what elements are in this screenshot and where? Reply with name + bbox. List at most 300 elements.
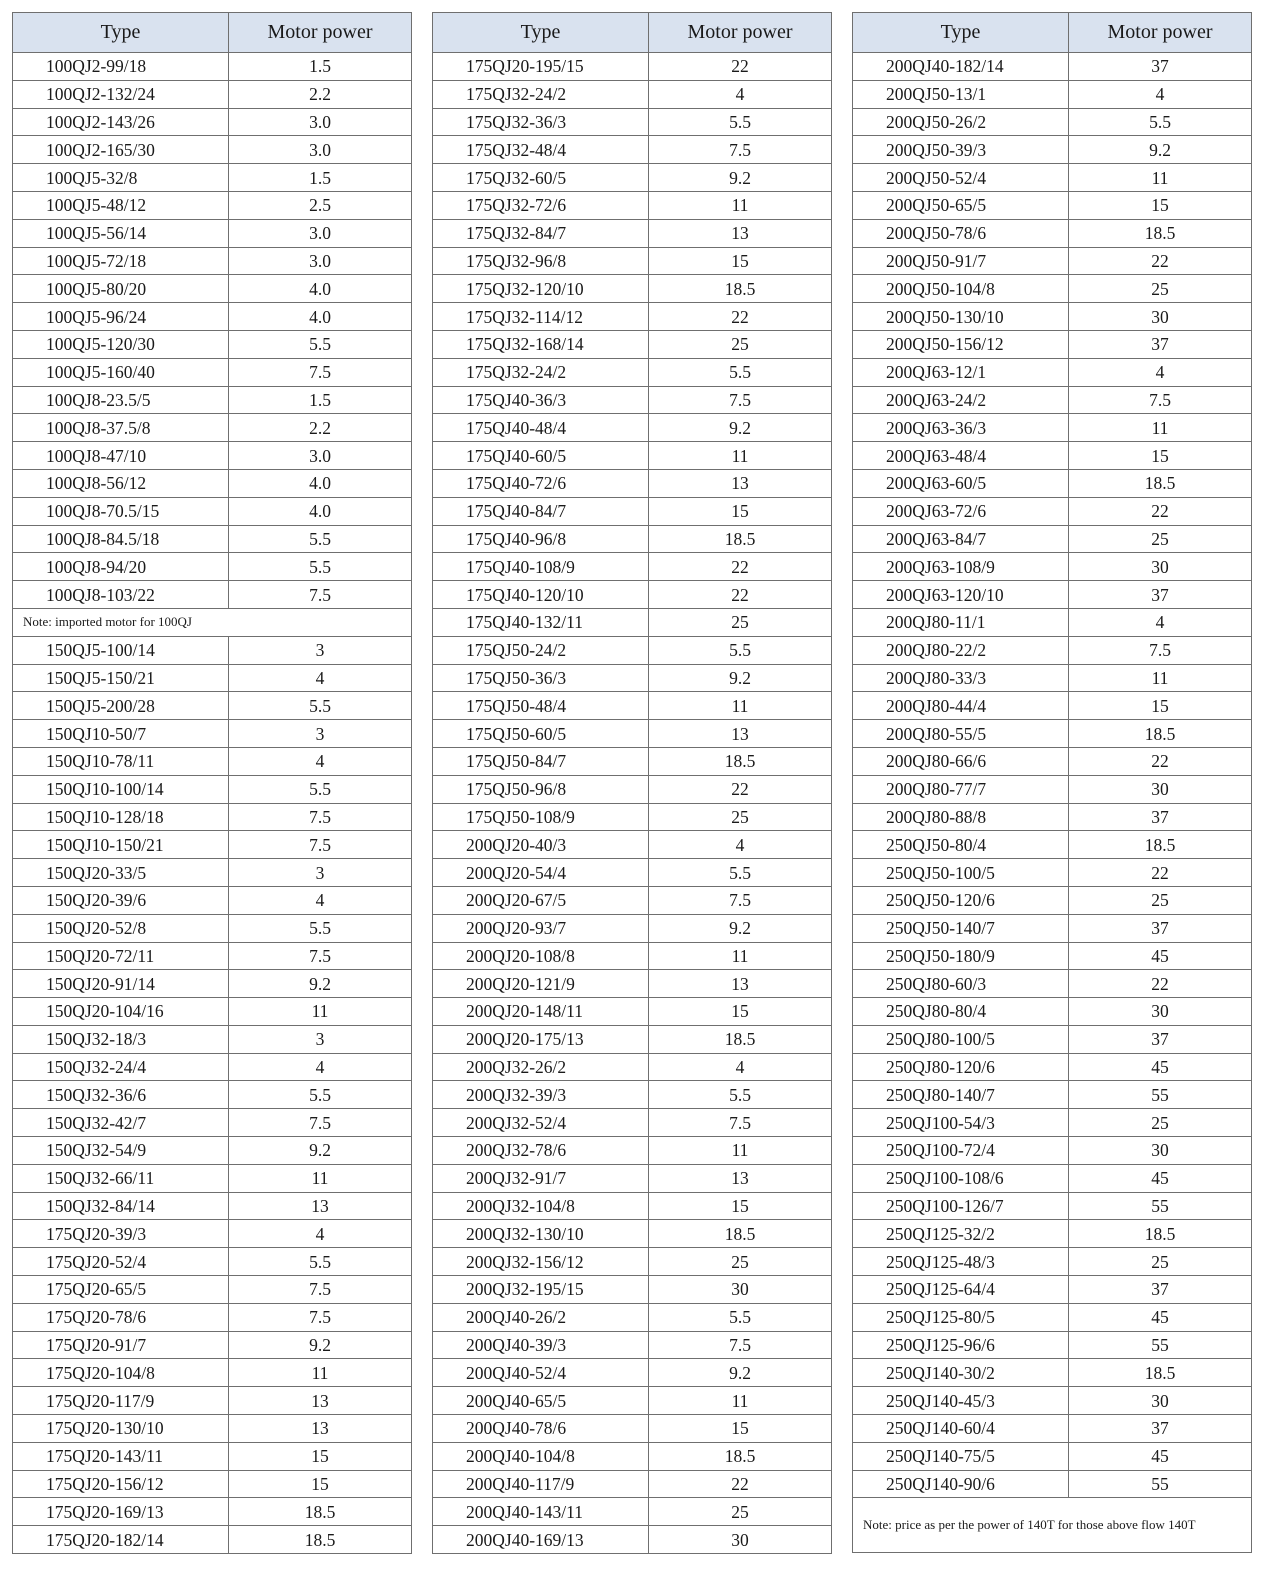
type-column-header: Type: [13, 13, 229, 53]
motor-power-cell: 7.5: [229, 358, 412, 386]
table-row: [433, 164, 832, 192]
pump-type-cell: 200QJ80-88/8: [853, 803, 1069, 831]
motor-power-cell: 4.0: [229, 497, 412, 525]
pump-type-cell: 175QJ50-24/2: [433, 636, 649, 664]
motor-power-cell: 3: [229, 720, 412, 748]
pump-type-cell: 100QJ5-120/30: [13, 330, 229, 358]
motor-power-cell: 18.5: [1069, 219, 1252, 247]
pump-type-cell: 200QJ40-117/9: [433, 1470, 649, 1498]
pump-type-cell: 175QJ32-96/8: [433, 247, 649, 275]
motor-power-cell: 25: [649, 1498, 832, 1526]
pump-type-cell: 100QJ5-56/14: [13, 219, 229, 247]
motor-power-cell: 22: [1069, 247, 1252, 275]
motor-power-cell: 11: [649, 942, 832, 970]
pump-type-cell: 175QJ20-104/8: [13, 1359, 229, 1387]
motor-power-cell: 11: [229, 1359, 412, 1387]
motor-power-cell: 22: [649, 581, 832, 609]
table-row: [433, 886, 832, 914]
pump-type-cell: 100QJ5-80/20: [13, 275, 229, 303]
table-row: [13, 303, 412, 331]
pump-type-cell: 250QJ100-108/6: [853, 1164, 1069, 1192]
table-row: [13, 1248, 412, 1276]
motor-power-cell: 15: [649, 497, 832, 525]
motor-power-cell: 25: [649, 608, 832, 636]
pump-type-cell: 200QJ20-175/13: [433, 1025, 649, 1053]
motor-power-cell: 37: [1069, 803, 1252, 831]
motor-power-cell: 1.5: [229, 386, 412, 414]
motor-power-cell: 9.2: [649, 914, 832, 942]
motor-power-cell: 3.0: [229, 442, 412, 470]
table-row: [433, 358, 832, 386]
pump-type-cell: 250QJ100-126/7: [853, 1192, 1069, 1220]
table-row: [433, 1220, 832, 1248]
pump-type-cell: 175QJ40-48/4: [433, 414, 649, 442]
motor-power-cell: 2.2: [229, 80, 412, 108]
table-row: [853, 247, 1252, 275]
table-row: [13, 1053, 412, 1081]
motor-power-cell: 22: [649, 53, 832, 81]
table-row: [433, 553, 832, 581]
pump-type-cell: 200QJ80-33/3: [853, 664, 1069, 692]
motor-power-cell: 3: [229, 1025, 412, 1053]
motor-power-cell: 4: [229, 747, 412, 775]
table-row: [13, 191, 412, 219]
motor-power-cell: 30: [1069, 998, 1252, 1026]
motor-power-cell: 4: [229, 886, 412, 914]
pump-type-cell: 200QJ40-26/2: [433, 1303, 649, 1331]
motor-power-cell: 18.5: [229, 1526, 412, 1554]
pump-type-cell: 200QJ32-156/12: [433, 1248, 649, 1276]
table-row: [433, 1526, 832, 1554]
motor-power-cell: 22: [1069, 970, 1252, 998]
table-row: [853, 747, 1252, 775]
motor-power-cell: 2.5: [229, 191, 412, 219]
table-row: [853, 1276, 1252, 1304]
motor-power-cell: 15: [229, 1442, 412, 1470]
motor-power-cell: 7.5: [229, 581, 412, 609]
motor-power-cell: 37: [1069, 1025, 1252, 1053]
motor-power-cell: 18.5: [649, 747, 832, 775]
pump-type-cell: 175QJ20-78/6: [13, 1303, 229, 1331]
pump-type-cell: 100QJ5-48/12: [13, 191, 229, 219]
table-row: [853, 1109, 1252, 1137]
table-row: [13, 1137, 412, 1165]
table-row: [433, 247, 832, 275]
motor-power-cell: 4: [649, 1053, 832, 1081]
motor-power-cell: 5.5: [229, 525, 412, 553]
table-row: [13, 247, 412, 275]
table-row: [433, 1387, 832, 1415]
pump-type-cell: 100QJ2-165/30: [13, 136, 229, 164]
table-row: [853, 1137, 1252, 1165]
motor-power-cell: 25: [1069, 1248, 1252, 1276]
motor-power-cell: 22: [649, 553, 832, 581]
motor-power-cell: 7.5: [229, 803, 412, 831]
pump-type-cell: 150QJ10-100/14: [13, 775, 229, 803]
pump-type-cell: 250QJ50-120/6: [853, 886, 1069, 914]
pump-type-cell: 200QJ40-52/4: [433, 1359, 649, 1387]
table-row: [433, 1359, 832, 1387]
motor-power-table-1: [12, 12, 412, 1554]
motor-power-cell: 7.5: [1069, 636, 1252, 664]
motor-power-cell: 22: [649, 775, 832, 803]
pump-type-cell: 200QJ40-78/6: [433, 1415, 649, 1443]
table-row: [853, 525, 1252, 553]
pump-type-cell: 100QJ5-72/18: [13, 247, 229, 275]
pump-type-cell: 250QJ125-64/4: [853, 1276, 1069, 1304]
table-row: [13, 1331, 412, 1359]
table-row: [433, 1137, 832, 1165]
motor-power-cell: 25: [1069, 525, 1252, 553]
table-row: [853, 1470, 1252, 1498]
motor-power-cell: 5.5: [229, 775, 412, 803]
table-row: [13, 497, 412, 525]
pump-type-cell: 250QJ140-30/2: [853, 1359, 1069, 1387]
pump-type-cell: 175QJ50-48/4: [433, 692, 649, 720]
motor-power-cell: 7.5: [649, 1109, 832, 1137]
motor-power-cell: 5.5: [229, 914, 412, 942]
motor-power-cell: 11: [1069, 164, 1252, 192]
table-row: [433, 1025, 832, 1053]
table-row: [853, 80, 1252, 108]
pump-type-cell: 200QJ50-156/12: [853, 330, 1069, 358]
motor-power-cell: 5.5: [649, 1303, 832, 1331]
motor-power-cell: 55: [1069, 1192, 1252, 1220]
motor-power-cell: 18.5: [229, 1498, 412, 1526]
pump-type-cell: 100QJ5-160/40: [13, 358, 229, 386]
motor-power-cell: 30: [1069, 1387, 1252, 1415]
pump-type-cell: 100QJ8-56/12: [13, 469, 229, 497]
table-row: [13, 469, 412, 497]
table-row: [853, 636, 1252, 664]
table-row: [433, 664, 832, 692]
table-row: [13, 330, 412, 358]
motor-power-cell: 2.2: [229, 414, 412, 442]
motor-power-cell: 5.5: [649, 108, 832, 136]
table-row: [13, 219, 412, 247]
pump-type-cell: 250QJ125-80/5: [853, 1303, 1069, 1331]
pump-type-cell: 200QJ63-12/1: [853, 358, 1069, 386]
pump-type-cell: 175QJ20-117/9: [13, 1387, 229, 1415]
pump-type-cell: 250QJ125-32/2: [853, 1220, 1069, 1248]
table-row: [13, 859, 412, 887]
table-row: [13, 831, 412, 859]
table-row: [13, 1359, 412, 1387]
pump-type-cell: 250QJ50-80/4: [853, 831, 1069, 859]
table-row: [13, 1276, 412, 1304]
pump-type-cell: 175QJ40-120/10: [433, 581, 649, 609]
table-row: [433, 1248, 832, 1276]
motor-power-cell: 13: [649, 970, 832, 998]
table-row: [853, 1220, 1252, 1248]
table-row: [433, 608, 832, 636]
pump-type-cell: 200QJ80-44/4: [853, 692, 1069, 720]
table-row: [433, 136, 832, 164]
pump-type-cell: 175QJ32-168/14: [433, 330, 649, 358]
pump-type-cell: 150QJ32-84/14: [13, 1192, 229, 1220]
motor-power-cell: 18.5: [1069, 831, 1252, 859]
pump-type-cell: 200QJ32-39/3: [433, 1081, 649, 1109]
motor-power-cell: 55: [1069, 1470, 1252, 1498]
pump-type-cell: 175QJ20-52/4: [13, 1248, 229, 1276]
table-row: [853, 442, 1252, 470]
table-row: [433, 1192, 832, 1220]
table-row: [853, 831, 1252, 859]
note-row: [13, 608, 412, 636]
pump-type-cell: 175QJ20-91/7: [13, 1331, 229, 1359]
note-row: [853, 1498, 1252, 1553]
motor-power-cell: 11: [649, 692, 832, 720]
table-row: [13, 525, 412, 553]
table-row: [853, 53, 1252, 81]
table-header-row: [13, 13, 412, 53]
pump-type-cell: 200QJ50-65/5: [853, 191, 1069, 219]
motor-power-cell: 18.5: [1069, 1359, 1252, 1387]
motor-power-cell: 15: [1069, 191, 1252, 219]
motor-power-cell: 9.2: [649, 1359, 832, 1387]
motor-power-cell: 7.5: [649, 886, 832, 914]
motor-power-cell: 37: [1069, 1415, 1252, 1443]
motor-power-cell: 4.0: [229, 469, 412, 497]
motor-power-cell: 4: [229, 1220, 412, 1248]
table-row: [13, 275, 412, 303]
table-row: [13, 1109, 412, 1137]
motor-power-cell: 30: [1069, 553, 1252, 581]
motor-power-cell: 37: [1069, 914, 1252, 942]
table-row: [13, 1164, 412, 1192]
pump-type-cell: 250QJ80-100/5: [853, 1025, 1069, 1053]
motor-power-cell: 22: [1069, 747, 1252, 775]
motor-power-column-header: Motor power: [229, 13, 412, 53]
pump-type-cell: 200QJ32-78/6: [433, 1137, 649, 1165]
table-row: [433, 1442, 832, 1470]
pump-type-cell: 175QJ50-96/8: [433, 775, 649, 803]
pump-type-cell: 200QJ63-24/2: [853, 386, 1069, 414]
table-row: [433, 970, 832, 998]
table-row: [853, 414, 1252, 442]
motor-power-cell: 13: [649, 219, 832, 247]
motor-power-cell: 55: [1069, 1331, 1252, 1359]
motor-power-cell: 9.2: [229, 1331, 412, 1359]
pump-type-cell: 150QJ10-128/18: [13, 803, 229, 831]
motor-power-cell: 1.5: [229, 164, 412, 192]
table-row: [433, 581, 832, 609]
table-row: [13, 442, 412, 470]
table-row: [433, 803, 832, 831]
motor-power-cell: 15: [649, 1192, 832, 1220]
pump-type-cell: 100QJ8-70.5/15: [13, 497, 229, 525]
pump-type-cell: 200QJ80-77/7: [853, 775, 1069, 803]
pump-type-cell: 200QJ50-91/7: [853, 247, 1069, 275]
table-row: [13, 581, 412, 609]
table-row: [433, 831, 832, 859]
table-row: [13, 747, 412, 775]
motor-power-cell: 13: [649, 469, 832, 497]
motor-power-cell: 3: [229, 859, 412, 887]
motor-power-cell: 11: [229, 998, 412, 1026]
table-row: [433, 525, 832, 553]
motor-power-cell: 4.0: [229, 275, 412, 303]
motor-power-cell: 3.0: [229, 219, 412, 247]
motor-power-cell: 15: [649, 998, 832, 1026]
motor-power-cell: 37: [1069, 1276, 1252, 1304]
pump-type-cell: 200QJ63-72/6: [853, 497, 1069, 525]
motor-power-cell: 22: [649, 1470, 832, 1498]
motor-power-cell: 45: [1069, 1053, 1252, 1081]
pump-type-cell: 250QJ50-100/5: [853, 859, 1069, 887]
pump-type-cell: 175QJ20-39/3: [13, 1220, 229, 1248]
pump-type-cell: 200QJ80-11/1: [853, 608, 1069, 636]
motor-power-table-3: [852, 12, 1252, 1553]
pump-type-cell: 150QJ10-78/11: [13, 747, 229, 775]
table-row: [853, 1303, 1252, 1331]
table-row: [433, 330, 832, 358]
pump-type-cell: 175QJ20-65/5: [13, 1276, 229, 1304]
pump-type-cell: 200QJ50-52/4: [853, 164, 1069, 192]
table-row: [853, 803, 1252, 831]
type-column-header: Type: [853, 13, 1069, 53]
motor-power-cell: 18.5: [649, 525, 832, 553]
motor-power-cell: 13: [229, 1415, 412, 1443]
table-row: [433, 1498, 832, 1526]
motor-power-column-header: Motor power: [1069, 13, 1252, 53]
table-row: [13, 1192, 412, 1220]
motor-power-cell: 15: [649, 1415, 832, 1443]
pump-type-cell: 200QJ20-54/4: [433, 859, 649, 887]
motor-power-cell: 7.5: [229, 831, 412, 859]
motor-power-cell: 13: [649, 720, 832, 748]
table-row: [853, 1387, 1252, 1415]
pump-type-cell: 175QJ40-132/11: [433, 608, 649, 636]
motor-power-cell: 13: [229, 1192, 412, 1220]
motor-power-cell: 4: [229, 664, 412, 692]
motor-power-cell: 18.5: [1069, 469, 1252, 497]
motor-power-cell: 25: [1069, 275, 1252, 303]
motor-power-cell: 11: [1069, 664, 1252, 692]
table-row: [853, 581, 1252, 609]
pump-type-cell: 175QJ32-114/12: [433, 303, 649, 331]
motor-power-cell: 30: [649, 1276, 832, 1304]
table-row: [433, 80, 832, 108]
pump-type-cell: 250QJ50-140/7: [853, 914, 1069, 942]
table-row: [853, 275, 1252, 303]
table-row: [853, 303, 1252, 331]
pump-type-cell: 250QJ140-75/5: [853, 1442, 1069, 1470]
table-row: [853, 330, 1252, 358]
motor-power-cell: 55: [1069, 1081, 1252, 1109]
pump-type-cell: 200QJ20-148/11: [433, 998, 649, 1026]
motor-power-cell: 13: [649, 1164, 832, 1192]
pump-type-cell: 200QJ50-130/10: [853, 303, 1069, 331]
table-row: [433, 53, 832, 81]
pump-type-cell: 200QJ32-52/4: [433, 1109, 649, 1137]
motor-power-cell: 9.2: [229, 1137, 412, 1165]
pump-type-cell: 250QJ80-80/4: [853, 998, 1069, 1026]
table-row: [853, 497, 1252, 525]
pump-type-cell: 200QJ80-55/5: [853, 720, 1069, 748]
table-row: [853, 1081, 1252, 1109]
pump-type-cell: 175QJ50-36/3: [433, 664, 649, 692]
pump-type-cell: 200QJ63-120/10: [853, 581, 1069, 609]
table-row: [853, 1025, 1252, 1053]
motor-power-cell: 3.0: [229, 247, 412, 275]
table-row: [433, 303, 832, 331]
table-row: [853, 859, 1252, 887]
pump-type-cell: 200QJ50-78/6: [853, 219, 1069, 247]
motor-power-cell: 15: [229, 1470, 412, 1498]
motor-power-cell: 7.5: [649, 386, 832, 414]
table-row: [433, 859, 832, 887]
pump-type-cell: 175QJ20-143/11: [13, 1442, 229, 1470]
motor-power-cell: 4: [649, 80, 832, 108]
table-note: Note: imported motor for 100QJ: [13, 608, 412, 636]
table-row: [853, 664, 1252, 692]
motor-power-cell: 7.5: [229, 1109, 412, 1137]
pump-type-cell: 200QJ63-36/3: [853, 414, 1069, 442]
table-row: [433, 414, 832, 442]
pump-type-cell: 100QJ8-37.5/8: [13, 414, 229, 442]
pump-type-cell: 150QJ32-36/6: [13, 1081, 229, 1109]
pump-type-cell: 175QJ20-130/10: [13, 1415, 229, 1443]
table-row: [853, 219, 1252, 247]
table-row: [13, 775, 412, 803]
motor-power-cell: 45: [1069, 1442, 1252, 1470]
pump-type-cell: 175QJ40-108/9: [433, 553, 649, 581]
table-row: [13, 720, 412, 748]
pump-type-cell: 150QJ32-24/4: [13, 1053, 229, 1081]
motor-power-cell: 25: [649, 803, 832, 831]
motor-power-cell: 37: [1069, 581, 1252, 609]
table-row: [853, 942, 1252, 970]
table-row: [13, 1442, 412, 1470]
motor-power-cell: 30: [1069, 303, 1252, 331]
table-row: [433, 692, 832, 720]
motor-power-cell: 4: [1069, 80, 1252, 108]
pump-type-cell: 200QJ40-169/13: [433, 1526, 649, 1554]
motor-power-cell: 5.5: [229, 692, 412, 720]
pump-type-cell: 200QJ20-121/9: [433, 970, 649, 998]
pump-type-cell: 200QJ63-84/7: [853, 525, 1069, 553]
motor-power-cell: 11: [649, 1387, 832, 1415]
table-row: [13, 664, 412, 692]
table-row: [433, 720, 832, 748]
table-row: [13, 1220, 412, 1248]
pump-type-cell: 200QJ20-40/3: [433, 831, 649, 859]
pump-type-cell: 100QJ5-96/24: [13, 303, 229, 331]
pump-type-cell: 175QJ32-48/4: [433, 136, 649, 164]
pump-type-cell: 175QJ32-84/7: [433, 219, 649, 247]
motor-power-cell: 25: [649, 1248, 832, 1276]
motor-power-cell: 18.5: [1069, 1220, 1252, 1248]
type-column-header: Type: [433, 13, 649, 53]
motor-power-cell: 18.5: [649, 275, 832, 303]
pump-type-cell: 175QJ20-156/12: [13, 1470, 229, 1498]
table-row: [433, 998, 832, 1026]
motor-power-cell: 7.5: [649, 1331, 832, 1359]
table-row: [853, 469, 1252, 497]
pump-type-cell: 175QJ50-108/9: [433, 803, 649, 831]
table-row: [433, 386, 832, 414]
pump-type-cell: 175QJ32-60/5: [433, 164, 649, 192]
pump-type-cell: 175QJ40-36/3: [433, 386, 649, 414]
motor-power-cell: 5.5: [649, 358, 832, 386]
pump-type-cell: 200QJ40-182/14: [853, 53, 1069, 81]
table-row: [853, 1415, 1252, 1443]
table-row: [13, 692, 412, 720]
motor-power-cell: 4: [229, 1053, 412, 1081]
motor-power-cell: 45: [1069, 1303, 1252, 1331]
pump-type-cell: 150QJ20-91/14: [13, 970, 229, 998]
